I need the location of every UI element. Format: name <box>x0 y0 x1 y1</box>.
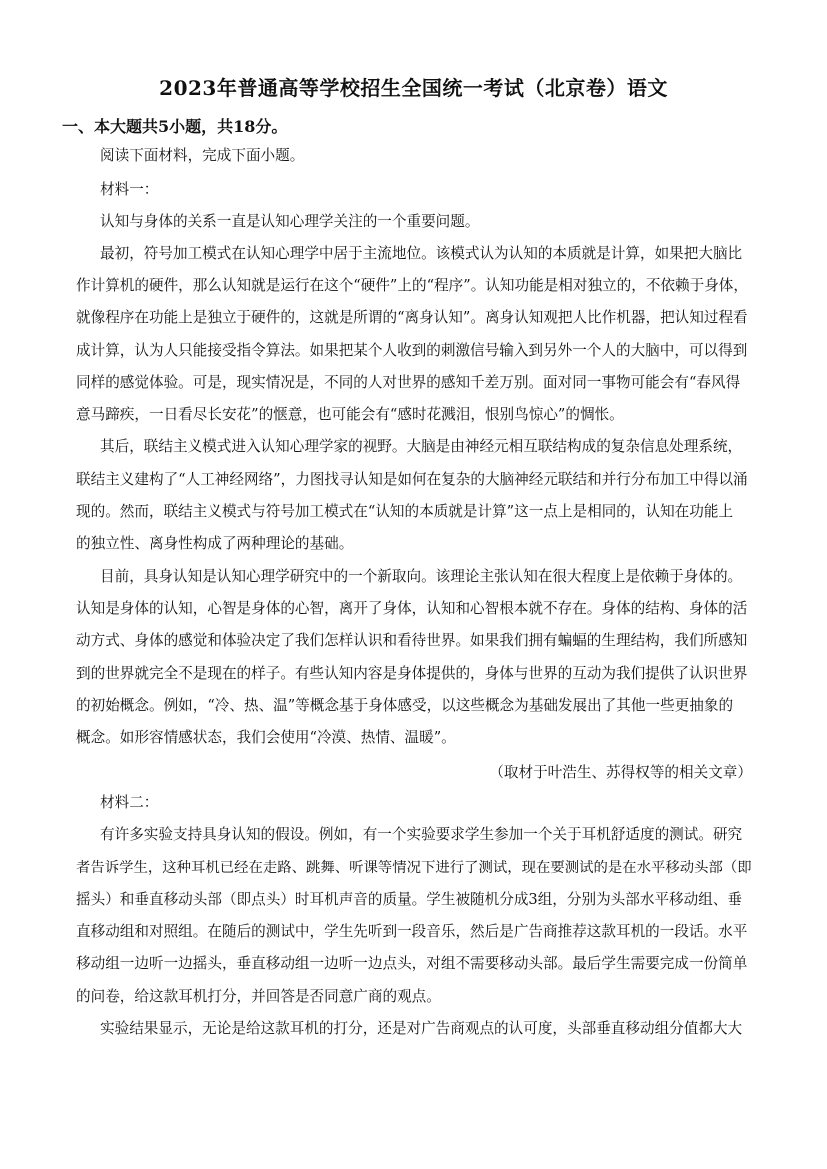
instruction: 阅读下面材料，完成下面小题。 <box>100 147 305 164</box>
material1-paragraph: 认知与身体的关系一直是认知心理学关注的一个重要问题。 <box>100 213 480 230</box>
text-line: 同样的感觉体验。可是，现实情况是，不同的人对世界的感知千差万别。面对同一事物可能会有“春风得 <box>76 374 741 391</box>
text-line: 意马蹄疾，一日看尽长安花”的惬意，也可能会有“感时花溅泪，恨别鸟惊心”的惆怅。 <box>76 406 624 423</box>
text-line: 最初，符号加工模式在认知心理学中居于主流地位。该模式认为认知的本质就是计算，如果把大脑比 <box>100 245 743 262</box>
text-line: 有许多实验支持具身认知的假设。例如，有一个实验要求学生参加一个关于耳机舒适度的测试。研究 <box>100 826 743 843</box>
text-line: 的独立性、离身性构成了两种理论的基础。 <box>76 535 354 552</box>
section-heading: 一、本大题共5小题，共18分。 <box>62 117 288 136</box>
text-line: 现的。然而，联结主义模式与符号加工模式在“认知的本质就是计算”这一点上是相同的，认知在功能上 <box>76 503 734 520</box>
text-line: 成计算，认为人只能接受指令算法。如果把某个人收到的刺激信号输入到另外一个人的大脑中，可以得到 <box>76 342 748 359</box>
text-line: 动方式、身体的感觉和体验决定了我们怎样认识和看待世界。如果我们拥有蝙蝠的生理结构，我们所感知 <box>76 632 748 649</box>
text-line: 概念。如形容情感状态，我们会使用“冷漠、热情、温暖”。 <box>76 729 456 746</box>
source-citation: （取材于叶浩生、苏得权等的相关文章） <box>489 764 752 781</box>
text-line: 移动组一边听一边摇头，垂直移动组一边听一边点头，对组不需要移动头部。最后学生需要完成一份简单 <box>76 955 748 972</box>
text-line: 就像程序在功能上是独立于硬件的，这就是所谓的“离身认知”。离身认知观把人比作机器，把认知过程看 <box>76 309 748 326</box>
text-line: 目前，具身认知是认知心理学研究中的一个新取向。该理论主张认知在很大程度上是依赖于身体的。 <box>100 568 743 585</box>
text-line: 作计算机的硬件，那么认知就是运行在这个“硬件”上的“程序”。认知功能是相对独立的，不依赖于身体， <box>76 277 748 294</box>
material2-label: 材料二： <box>100 794 159 811</box>
text-line: 认知是身体的认知，心智是身体的心智，离开了身体，认知和心智根本就不存在。身体的结构、身体的活 <box>76 600 748 617</box>
text-line: 到的世界就完全不是现在的样子。有些认知内容是身体提供的，身体与世界的互动为我们提供了认识世界 <box>76 665 748 682</box>
text-line: 摇头）和垂直移动头部（即点头）时耳机声音的质量。学生被随机分成3组，分别为头部水平移动组、垂 <box>76 891 743 908</box>
text-line: 联结主义建构了“人工神经网络”，力图找寻认知是如何在复杂的大脑神经元联结和并行分布加工中得以涌 <box>76 471 748 488</box>
text-line: 实验结果显示，无论是给这款耳机的打分，还是对广告商观点的认可度，头部垂直移动组分值都大大 <box>100 1020 743 1037</box>
page-title: 2023年普通高等学校招生全国统一考试（北京卷）语文 <box>159 76 668 100</box>
text-line: 的初始概念。例如，“冷、热、温”等概念基于身体感受，以这些概念为基础发展出了其他一些更抽象的 <box>76 697 734 714</box>
text-line: 者告诉学生，这种耳机已经在走路、跳舞、听课等情况下进行了测试，现在要测试的是在水平移动头部（即 <box>76 860 752 876</box>
material1-label: 材料一： <box>100 181 159 198</box>
text-line: 的问卷，给这款耳机打分，并回答是否同意广商的观点。 <box>76 988 441 1005</box>
text-line: 直移动组和对照组。在随后的测试中，学生先听到一段音乐，然后是广告商推荐这款耳机的一段话。水平 <box>76 923 748 940</box>
text-line: 其后，联结主义模式进入认知心理学家的视野。大脑是由神经元相互联结构成的复杂信息处理系统， <box>100 438 743 455</box>
